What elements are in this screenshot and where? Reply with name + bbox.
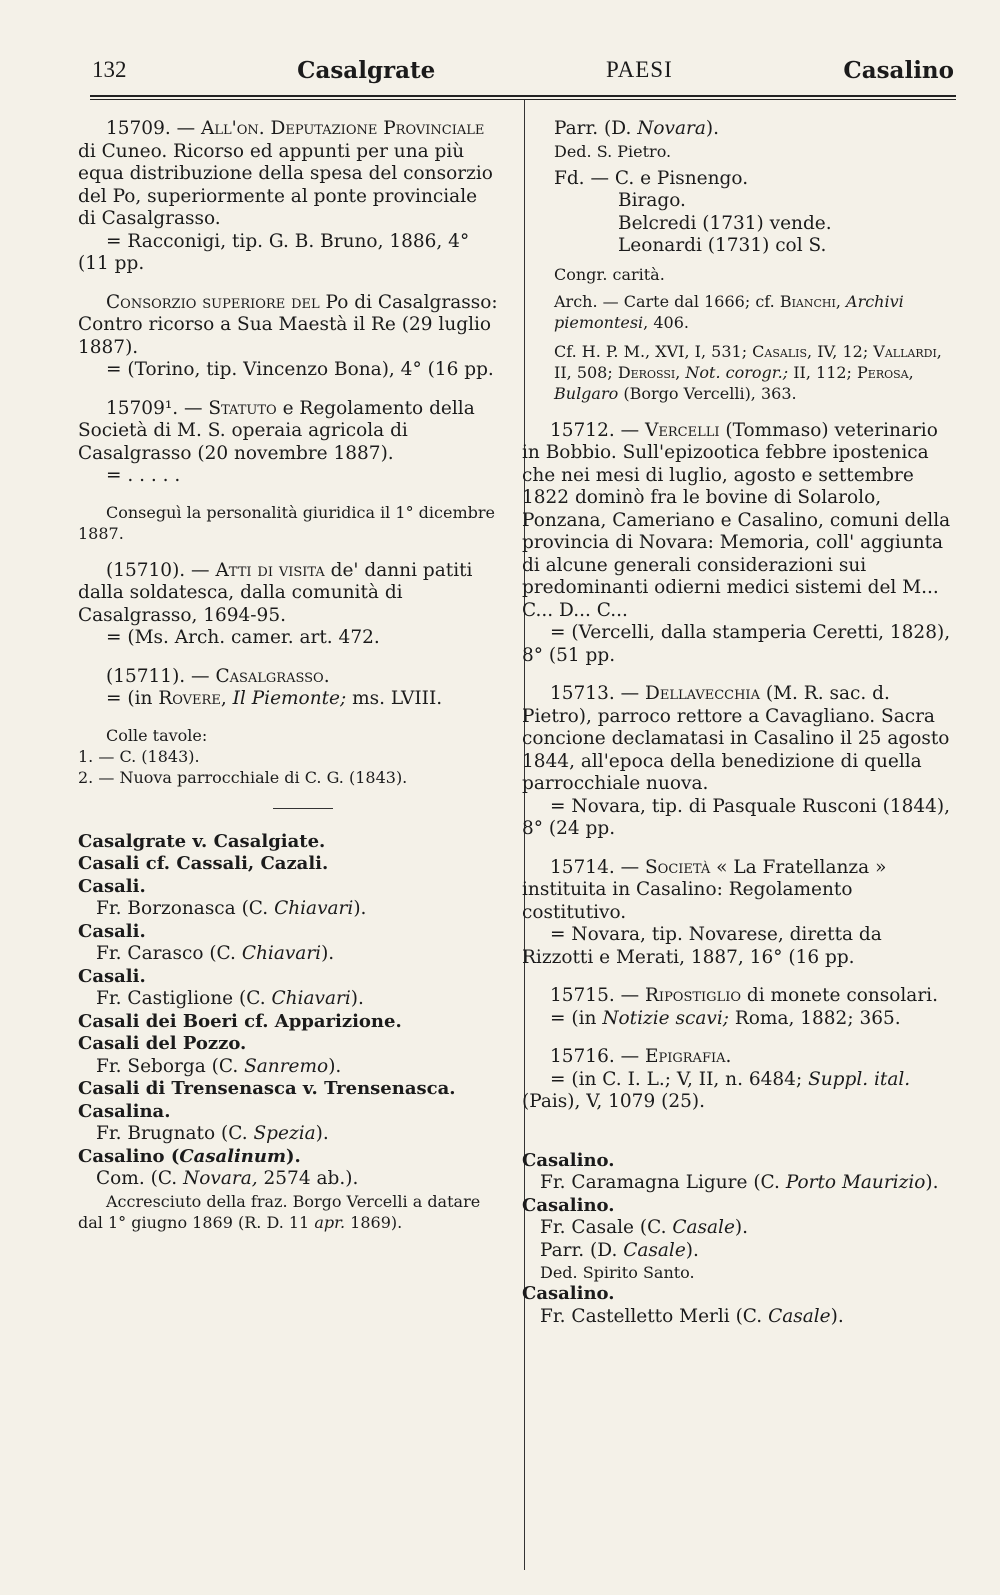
left-headword: Casalgrate — [297, 56, 436, 84]
entry-15713: 15713. — Dellavecchia (M. R. sac. d. Pietro), parroco rettore a Cavagliano. Sacra concione declamatasi in Casalino il 25 agosto 1844, all'epoca della benedizione di quella parrocchiale nuova. = Novara, tip. di Pasquale Rusconi (1844), 8° (24 pp. — [522, 683, 951, 839]
entry-note: Conseguì la personalità giuridica il 1° dicembre 1887. — [78, 502, 495, 543]
right-headword: Casalino — [843, 56, 954, 84]
entry-consorzio: Consorzio superiore del Po di Casalgrasso: Contro ricorso a Sua Maestà il Re (29 luglio 1887). = (Torino, tip. Vincenzo Bona), 4° (16 pp. — [78, 291, 498, 380]
header-rule-thin — [90, 99, 956, 100]
headword: Casalgrate v. Casalgiate. — [78, 830, 326, 852]
entry-15709-1: 15709¹. — Statuto e Regolamento della Società di M. S. operaia agricola di Casalgrasso (20 novembre 1887). = . . . . . Conseguì la personalità giuridica il 1° dicembre 1887. — [78, 398, 498, 544]
headword: Casalino. — [522, 1149, 615, 1171]
entry-15709: 15709. — All'on. Deputazione Provinciale di Cuneo. Ricorso ed appunti per una più equa distribuzione della spesa del consorzio del Po, superiormente al ponte provinciale di Casalgrasso. = Racconigi, tip. G. B. Bruno, 1886, 4° (11 pp. — [78, 118, 493, 274]
headword: Casali. — [78, 965, 146, 987]
left-column: 15709. — All'on. Deputazione Provinciale di Cuneo. Ricorso ed appunti per una più equa distribuzione della spesa del consorzio del Po, superiormente al ponte provinciale di Casalgrasso. = Racconigi, tip. G. B. Bruno, 1886, 4° (11 pp. Consorzio superiore del Po di Casalgrasso: Contro ricorso a Sua Maestà il Re (29 luglio 1887). = (Torino, tip. Vincenzo Bona), 4° (16 pp. 15709¹. — Statuto e Regolamento della Società di M. S. operaia agricola di Casalgrasso (20 novembre 1887). = . . . . . Conseguì la personalità giuridica il 1° dicembre 1887. (15710). — Atti di visita de' danni patiti dalla soldatesca, dalla comunità di Casalgrasso, 1694-95. = (Ms. Arch. camer. art. 472. (15711). — Casalgrasso. = (in Rovere, Il Piemonte; ms. LVIII. Colle tavole: 1. — C. (1843). 2. — Nuova parrocchiale di C. G. (1843). Casalgrate v. Casalgiate. Casali cf. Cassali, Cazali. Casali. Fr. Borzonasca (C. Chiavari). Casali. Fr. Carasco (C. Chiavari). Casali. Fr. Castiglione (C. Chiavari). Casali dei Boeri cf. Apparizione. Casali del Pozzo. Fr. Seborga (C. Sanremo). Casali di Trensenasca v. Trensenasca. Casalina. Fr. Brugnato (C. Spezia). Casalino (Casalinum). Com. (C. Novara, 2574 ab.). Accresciuto della fraz. Borgo Vercelli a datare dal 1° giugno 1869 (R. D. 11 apr. 1869). — [78, 118, 498, 1232]
headword: Casali. — [78, 875, 146, 897]
headword: Casali del Pozzo. — [78, 1033, 247, 1054]
section-title: PAESI — [605, 57, 673, 82]
headword: Casalino (Casalinum). — [78, 1145, 301, 1167]
headword: Casalino. — [522, 1194, 615, 1216]
casalino-details: Parr. (D. Novara). Ded. S. Pietro. Fd. — C. e Pisnengo. Birago. Belcredi (1731) vende. Leonardi (1731) col S. Congr. carità. Arch. — Carte dal 1666; cf. Bianchi, Archivi piemontesi, 406. Cf. H. P. M., XVI, I, 531; Casalis, IV, 12; Vallardi, II, 508; Derossi, Not. corogr.; II, 112; Perosa, Bulgaro (Borgo Vercelli), 363. — [554, 118, 942, 403]
headword: Casali di Trensenasca v. Trensenasca. — [78, 1078, 456, 1099]
separator-rule — [273, 808, 333, 809]
entry-15715: 15715. — Ripostiglio di monete consolari. = (in Notizie scavi; Roma, 1882; 365. — [550, 985, 938, 1029]
right-column: Parr. (D. Novara). Ded. S. Pietro. Fd. — C. e Pisnengo. Birago. Belcredi (1731) vende. Leonardi (1731) col S. Congr. carità. Arch. — Carte dal 1666; cf. Bianchi, Archivi piemontesi, 406. Cf. H. P. M., XVI, I, 531; Casalis, IV, 12; Vallardi, II, 508; Derossi, Not. corogr.; II, 112; Perosa, Bulgaro (Borgo Vercelli), 363. 15712. — Vercelli (Tommaso) veterinario in Bobbio. Sull'epizootica febbre ipostenica che nei mesi di luglio, agosto e settembre 1822 dominò fra le bovine di Solarolo, Ponzana, Cameriano e Casalino, comuni della provincia di Novara: Memoria, coll' aggiunta di alcune generali considerazioni sui predominanti odierni medici sistemi del M... C... D... C... = (Vercelli, dalla stamperia Ceretti, 1828), 8° (51 pp. 15713. — Dellavecchia (M. R. sac. d. Pietro), parroco rettore a Cavagliano. Sacra concione declamatasi in Casalino il 25 agosto 1844, all'epoca della benedizione di quella parrocchiale nuova. = Novara, tip. di Pasquale Rusconi (1844), 8° (24 pp. 15714. — Società « La Fratellanza » instituita in Casalino: Regolamento costitutivo. = Novara, tip. Novarese, diretta da Rizzotti e Merati, 1887, 16° (16 pp. 15715. — Ripostiglio di monete consolari. = (in Notizie scavi; Roma, 1882; 365. 15716. — Epigrafia. = (in C. I. L.; V, II, n. 6484; Suppl. ital. (Pais), V, 1079 (25). Casalino. Fr. Caramagna Ligure (C. Porto Maurizio). Casalino. Fr. Casale (C. Casale). Parr. (D. Casale). Ded. Spirito Santo. Casalino. Fr. Castelletto Merli (C. Casale). — [522, 118, 958, 1328]
entry-15711: (15711). — Casalgrasso. = (in Rovere, Il Piemonte; ms. LVIII. Colle tavole: 1. — C. (1843). 2. — Nuova parrocchiale di C. G. (1843). — [78, 665, 443, 787]
entry-15716: 15716. — Epigrafia. = (in C. I. L.; V, II, n. 6484; Suppl. ital. (Pais), V, 1079 (25). — [522, 1046, 911, 1112]
page-number: 132 — [92, 57, 127, 82]
entry-15710: (15710). — Atti di visita de' danni patiti dalla soldatesca, dalla comunità di Casalgrasso, 1694-95. = (Ms. Arch. camer. art. 472. — [78, 559, 473, 648]
entry-15714: 15714. — Società « La Fratellanza » instituita in Casalino: Regolamento costitutivo. = Novara, tip. Novarese, diretta da Rizzotti e Merati, 1887, 16° (16 pp. — [522, 856, 887, 968]
headword: Casalina. — [78, 1100, 171, 1122]
headword: Casali cf. Cassali, Cazali. — [78, 853, 329, 874]
headword: Casali. — [78, 920, 146, 942]
running-header — [92, 50, 954, 90]
entry-15712: 15712. — Vercelli (Tommaso) veterinario in Bobbio. Sull'epizootica febbre ipostenica che nei mesi di luglio, agosto e settembre 1822 dominò fra le bovine di Solarolo, Ponzana, Cameriano e Casalino, comuni della provincia di Novara: Memoria, coll' aggiunta di alcune generali considerazioni sui predominanti odierni medici sistemi del M... C... D... C... = (Vercelli, dalla stamperia Ceretti, 1828), 8° (51 pp. — [522, 419, 951, 666]
header-rule — [90, 95, 956, 97]
headword: Casalino. — [522, 1283, 615, 1304]
headword: Casali dei Boeri cf. Apparizione. — [78, 1010, 402, 1032]
